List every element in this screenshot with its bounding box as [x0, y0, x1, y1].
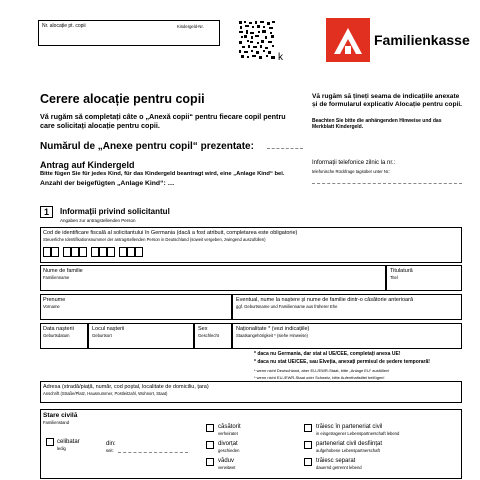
- tel-ro: Informații telefonice zilnic la nr.:: [312, 160, 396, 166]
- nationalitate-label-de: Staatsangehörigkeit * (siehe Hinweise): [236, 333, 308, 338]
- parteneriat-label-de: in eingetragener Lebenspartnerschaft lebend: [316, 431, 400, 436]
- familienkasse-logo-icon: [326, 18, 370, 62]
- prenume-label-de: Vorname: [43, 304, 60, 309]
- cod-cell[interactable]: [107, 247, 115, 257]
- cod-cell[interactable]: [43, 247, 51, 257]
- casatorit-label-de: verheiratet: [218, 431, 238, 436]
- nume-label: Nume de familie: [43, 268, 83, 274]
- nume-field[interactable]: [40, 265, 386, 291]
- divortat-checkbox[interactable]: [206, 441, 214, 449]
- cod-cell[interactable]: [71, 247, 79, 257]
- divortat-label: divorțat: [218, 441, 238, 447]
- note-eu-de: * wenn nicht Deutschland, aber EU-/EWR-Staat, bitte „Anlage EU“ ausfüllen!: [254, 368, 390, 373]
- din-label-de: seit:: [106, 448, 114, 453]
- adresa-label: Adresa (stradă/piață, număr, cod poștal, localitate de domiciliu, țara): [43, 384, 209, 390]
- celibatar-checkbox[interactable]: [46, 438, 54, 446]
- cod-fiscal-box: [40, 227, 462, 263]
- separat-label-de: dauernd getrennt lebend: [316, 465, 362, 470]
- cod-cell[interactable]: [135, 247, 143, 257]
- cod-cell[interactable]: [99, 247, 107, 257]
- parteneriat-label: trăiesc în parteneriat civil: [316, 424, 383, 430]
- vaduv-label-de: verwitwet: [218, 465, 236, 470]
- page-title: Cerere alocație pentru copii: [40, 92, 205, 106]
- cod-cell[interactable]: [91, 247, 99, 257]
- nr-label: Nr. alocație pt. copii: [42, 23, 86, 29]
- titulatura-label: Titulatură: [390, 268, 413, 274]
- parteneriat-desfiintat-label-de: aufgehobene Lebenspartnerschaft: [316, 448, 380, 453]
- cod-cell[interactable]: [119, 247, 127, 257]
- celibatar-label-de: ledig: [57, 446, 66, 451]
- prenume-field[interactable]: [40, 294, 232, 320]
- notice-de: Beachten Sie bitte die anhängenden Hinweise und das Merkblatt Kindergeld.: [312, 118, 442, 130]
- adresa-label-de: Anschrift (Straße/Platz, Hausnummer, Postleitzahl, Wohnort, Staat): [43, 391, 168, 396]
- din-label: din:: [106, 441, 116, 447]
- nume-nastere-label-de: ggf. Geburtsname und Familienname aus früherer Ehe: [236, 304, 338, 309]
- vaduv-label: văduv: [218, 458, 235, 464]
- data-nasterii-label: Data nașterii: [43, 326, 74, 332]
- stare-civila-box: [40, 409, 462, 479]
- sex-label: Sex: [198, 326, 208, 332]
- note-ue: * daca nu Germania, dar stat al UE/CEE, completați anexa UE!: [254, 351, 401, 357]
- nationalitate-label: Naționalitate * (vezi indicațiile): [236, 326, 310, 332]
- casatorit-label: căsătorit: [218, 424, 241, 430]
- parteneriat-checkbox[interactable]: [304, 424, 312, 432]
- titulatura-field[interactable]: [386, 265, 462, 291]
- intro-subtitle: Vă rugăm să completați câte o „Anexă copii“ pentru fiecare copil pentru care solicitați alocație pentru copii.: [40, 112, 286, 130]
- prenume-label: Prenume: [43, 297, 66, 303]
- separat-label: trăiesc separat: [316, 458, 356, 464]
- cod-fiscal-label: Cod de identificare fiscală al solicitantului în Germania (dacă a fost atribuit, completarea este obligatorie): [43, 230, 298, 236]
- cod-fiscal-label-de: Steuerliche Identifikationsnummer der antragstellenden Person in Deutschland (soweit vergeben, zwingend auszufüllen): [43, 237, 266, 242]
- brand-name: Familienkasse: [374, 32, 470, 48]
- antrag-title: Antrag auf Kindergeld: [40, 160, 135, 170]
- k-letter: k: [278, 52, 283, 63]
- data-nasterii-label-de: Geburtsdatum: [43, 333, 70, 338]
- vaduv-checkbox[interactable]: [206, 458, 214, 466]
- section-title: Informații privind solicitantul: [60, 207, 170, 216]
- sex-label-de: Geschlecht: [198, 333, 219, 338]
- anzahl-text: Anzahl der beigefügten „Anlage Kind“: …: [40, 180, 175, 187]
- kindergeld-nr-box[interactable]: [38, 20, 220, 46]
- nationalitate-field[interactable]: [232, 323, 462, 349]
- nume-nastere-label: Eventual, nume la naștere și nume de familie dintr-o căsătorie anterioară: [236, 297, 414, 303]
- cod-cell[interactable]: [63, 247, 71, 257]
- parteneriat-desfiintat-label: parteneriat civil desființat: [316, 441, 383, 447]
- adresa-field[interactable]: [40, 381, 462, 403]
- divortat-label-de: geschieden: [218, 448, 240, 453]
- numar-anexe-field[interactable]: [267, 148, 303, 149]
- locul-nasterii-label-de: Geburtsort: [92, 333, 112, 338]
- sex-field[interactable]: [194, 323, 232, 349]
- titulatura-label-de: Titel: [390, 275, 398, 280]
- parteneriat-desfiintat-checkbox[interactable]: [304, 441, 312, 449]
- qr-code-icon: [238, 20, 276, 60]
- section-number: 1: [40, 206, 53, 218]
- stare-civila-title-de: Familienstand: [43, 420, 70, 425]
- locul-nasterii-field[interactable]: [88, 323, 194, 349]
- data-nasterii-field[interactable]: [40, 323, 88, 349]
- antrag-text: Bitte fügen Sie für jedes Kind, für das Kindergeld beantragt wird, eine „Anlage Kind“ bei.: [40, 171, 285, 177]
- note-non-ue: * daca nu stat UE/CEE, sau Elveția, anexați permisul de ședere temporară!: [254, 359, 430, 365]
- separat-checkbox[interactable]: [304, 458, 312, 466]
- tel-field[interactable]: [312, 183, 462, 184]
- cod-cell[interactable]: [127, 247, 135, 257]
- note-non-eu-de: * wenn nicht EU-/EWR-Staat oder Schweiz, bitte Aufenthaltstitel beifügen!: [254, 375, 385, 380]
- numar-anexe: Numărul de „Anexe pentru copil“ prezentate:: [40, 141, 254, 152]
- cod-cell[interactable]: [79, 247, 87, 257]
- nume-label-de: Familienname: [43, 275, 70, 280]
- tel-de: telefonische Rückfrage tagsüber unter Nr.:: [312, 169, 391, 174]
- notice-ro: Vă rugăm să țineți seama de indicațiile anexate și de formularul explicativ Alocație pentru copii.: [312, 93, 462, 108]
- celibatar-label: celibatar: [57, 439, 80, 445]
- nume-nastere-field[interactable]: [232, 294, 462, 320]
- casatorit-checkbox[interactable]: [206, 424, 214, 432]
- stare-civila-title: Stare civilă: [43, 412, 78, 419]
- section-title-de: Angaben zur antragstellenden Person: [60, 218, 136, 223]
- locul-nasterii-label: Locul nașterii: [92, 326, 125, 332]
- kindergeld-nr-label: Kindergeld-Nr.: [177, 24, 204, 29]
- din-date-field[interactable]: [118, 452, 188, 453]
- cod-cell[interactable]: [51, 247, 59, 257]
